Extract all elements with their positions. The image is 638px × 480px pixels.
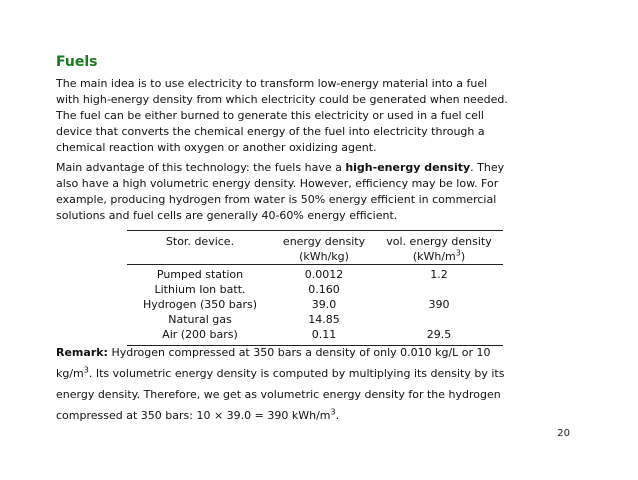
slide-title: Fuels [56, 54, 98, 70]
text-run: Hydrogen compressed at 350 bars a density of only 0.010 kg/L or 10 [107, 346, 491, 359]
text-line: chemical reaction with oxygen or another oxidizing agent. [56, 141, 377, 154]
table-row [127, 297, 503, 312]
text-line: example, producing hydrogen from water is 50% energy efficient in commercial [56, 193, 497, 206]
text-line: energy density. Therefore, we get as volumetric energy density for the hydrogen [56, 388, 501, 401]
page-number: 20 [557, 428, 570, 439]
unit-close: ) [460, 250, 466, 263]
table-row [127, 282, 503, 297]
text-line: with high-energy density from which electricity could be generated when needed. [56, 93, 508, 106]
table-cell: 0.0012 [273, 265, 375, 283]
table-unit [375, 249, 503, 265]
text-run: . Its volumetric energy density is computed by multiplying its density by its [88, 367, 505, 380]
table-cell: 39.0 [311, 298, 337, 311]
remark-paragraph [56, 342, 586, 426]
table-cell: Pumped station [127, 265, 273, 283]
table-header-row [127, 231, 503, 250]
table-header: Stor. device. [127, 231, 273, 250]
storage-table [127, 230, 503, 346]
table-cell: Lithium Ion batt. [154, 283, 246, 296]
unit-superscript: 3 [455, 248, 461, 258]
text-line: device that converts the chemical energy of the fuel into electricity through a [56, 125, 485, 138]
emphasis-text: high-energy density [345, 161, 471, 174]
text-run: kg/m [56, 367, 84, 380]
text-run: . [335, 409, 340, 422]
table-row [127, 265, 503, 283]
text-run: Main advantage of this technology: the fuels have a [56, 161, 346, 174]
unit-text: (kWh/m [412, 250, 456, 263]
table-cell: 0.160 [308, 283, 340, 296]
text-line: The fuel can be either burned to generate this electricity or used in a fuel cell [56, 109, 484, 122]
intro-paragraph [56, 76, 586, 156]
table-unit: (kWh/kg) [299, 250, 349, 263]
table-cell [375, 282, 503, 297]
table-cell [375, 312, 503, 327]
table-cell: Air (200 bars) [127, 327, 273, 346]
text-run: . They [470, 161, 505, 174]
table-cell: Natural gas [168, 313, 232, 326]
text-line [56, 405, 586, 426]
table-cell: 29.5 [375, 327, 503, 346]
text-line: also have a high volumetric energy density. However, efficiency may be low. For [56, 177, 499, 190]
text-line: The main idea is to use electricity to transform low-energy material into a fuel [56, 77, 488, 90]
table-header: vol. energy density [375, 231, 503, 250]
text-run: compressed at 350 bars: 10 × 39.0 = 390 kWh/m [56, 409, 331, 422]
table-units-row [127, 249, 503, 265]
text-line: solutions and fuel cells are generally 40-60% energy efficient. [56, 209, 398, 222]
superscript: 3 [83, 365, 89, 375]
text-line [56, 160, 586, 176]
text-line [56, 342, 586, 363]
table-cell: 1.2 [375, 265, 503, 283]
superscript: 3 [330, 407, 336, 417]
table-unit [127, 249, 273, 265]
table-row [127, 312, 503, 327]
table-cell: 390 [428, 298, 450, 311]
advantage-paragraph [56, 160, 586, 224]
table-cell: 0.11 [273, 327, 375, 346]
table-cell: 14.85 [308, 313, 340, 326]
table-cell: Hydrogen (350 bars) [142, 298, 258, 311]
text-line [56, 363, 586, 384]
table-header: energy density [273, 231, 375, 250]
remark-label: Remark: [56, 346, 108, 359]
